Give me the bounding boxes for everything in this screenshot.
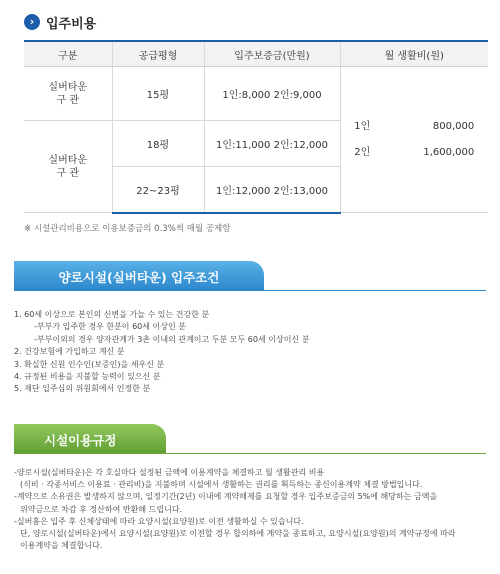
list-item: -부부이외의 경우 양자관계가 3촌 이내의 관계이고 두분 모두 60세 이상이신 분: [34, 334, 310, 344]
list-item: 1. 60세 이상으로 본인의 신변을 가늘 수 있는 건강한 분: [14, 310, 210, 319]
rule-line: (식비 · 각종서비스 이용료 · 관리비)을 지불하며 시설에서 생활하는 권리를 획득하는 종신이용계약 체결 방법입니다.: [20, 480, 423, 490]
header-living-cost: 월 생활비(원): [340, 41, 488, 67]
list-item: 2. 건강보험에 가입하고 계신 분: [14, 347, 125, 357]
chevron-right-icon: ›: [24, 14, 40, 30]
deposit-cell: 1인:12,000 2인:13,000: [204, 167, 340, 213]
rule-line: 위약금으로 차감 후 정산하여 반환해 드립니다.: [20, 504, 183, 514]
deposit-cell: 1인:8,000 2인:9,000: [204, 67, 340, 121]
section-title: 입주비용: [46, 17, 97, 32]
conditions-list: [14, 309, 309, 396]
living-cost-1: [354, 114, 474, 140]
list-item: 4. 규정된 비용을 지불할 능력이 있으신 분: [14, 372, 161, 382]
rule-line: -계약으로 소유권은 발생하지 않으며, 일정기간(2년) 이내에 계약해제를 요청할 경우 입주보증금의 5%에 해당하는 금액을: [14, 492, 438, 502]
size-cell: 22~23평: [112, 167, 204, 213]
table-row: [24, 67, 488, 121]
header-deposit: 입주보증금(만원): [204, 41, 340, 67]
living-cost-label: 2인: [354, 146, 371, 158]
header-size: 공급평형: [112, 41, 204, 67]
division-cell: 실버타운 구 관: [24, 67, 112, 121]
banner-title: 양로시설(실버타운) 입주조건: [58, 270, 220, 285]
section-banner-conditions: [14, 261, 264, 291]
fee-note: ※ 시설관리비용으로 이용보증금의 0.3%씩 매월 공제함: [24, 224, 231, 234]
living-cost-value: 800,000: [432, 120, 475, 132]
banner-underline: [14, 290, 486, 291]
banner-title: 시설이용규정: [44, 433, 117, 448]
table-header-row: [24, 41, 488, 67]
rule-line: -양로시설(실버타운)은 각 호실마다 설정된 금액에 이용계약을 체결하고 월 생활관리 비용: [14, 468, 325, 477]
rule-line: -실버홈은 입주 후 신체상태에 따라 요양시설(요양원)로 이전 생활하실 수 있습니다.: [14, 516, 304, 526]
deposit-cell: 1인:11,000 2인:12,000: [204, 121, 340, 167]
section-banner-rules: [14, 424, 166, 454]
rule-line: 단, 양로시설(실버타운)에서 요양시설(요양원)로 이전할 경우 합의하에 계약을 종료하고, 요양시설(요양원)의 계약규정에 따라: [20, 529, 456, 539]
living-cost-2: [354, 140, 474, 166]
fee-table: [24, 40, 488, 214]
list-item: 5. 재단 입주심의 위원회에서 인정한 분: [14, 384, 151, 394]
size-cell: 15평: [112, 67, 204, 121]
list-item: -부부가 입주한 경우 한분이 60세 이상인 분: [34, 322, 186, 332]
list-item: 3. 확실한 신원 인수인(보증인)을 세우신 분: [14, 359, 165, 369]
rules-text: [14, 467, 456, 552]
banner-underline: [14, 453, 486, 454]
living-cost-value: 1,600,000: [423, 146, 475, 158]
rule-line: 이용계약을 체결합니다.: [20, 541, 103, 551]
size-cell: 18평: [112, 121, 204, 167]
living-cost-label: 1인: [354, 120, 371, 132]
living-cost-cell: [340, 67, 488, 213]
header-division: 구분: [24, 41, 112, 67]
division-cell: 실버타운 구 관: [24, 121, 112, 213]
